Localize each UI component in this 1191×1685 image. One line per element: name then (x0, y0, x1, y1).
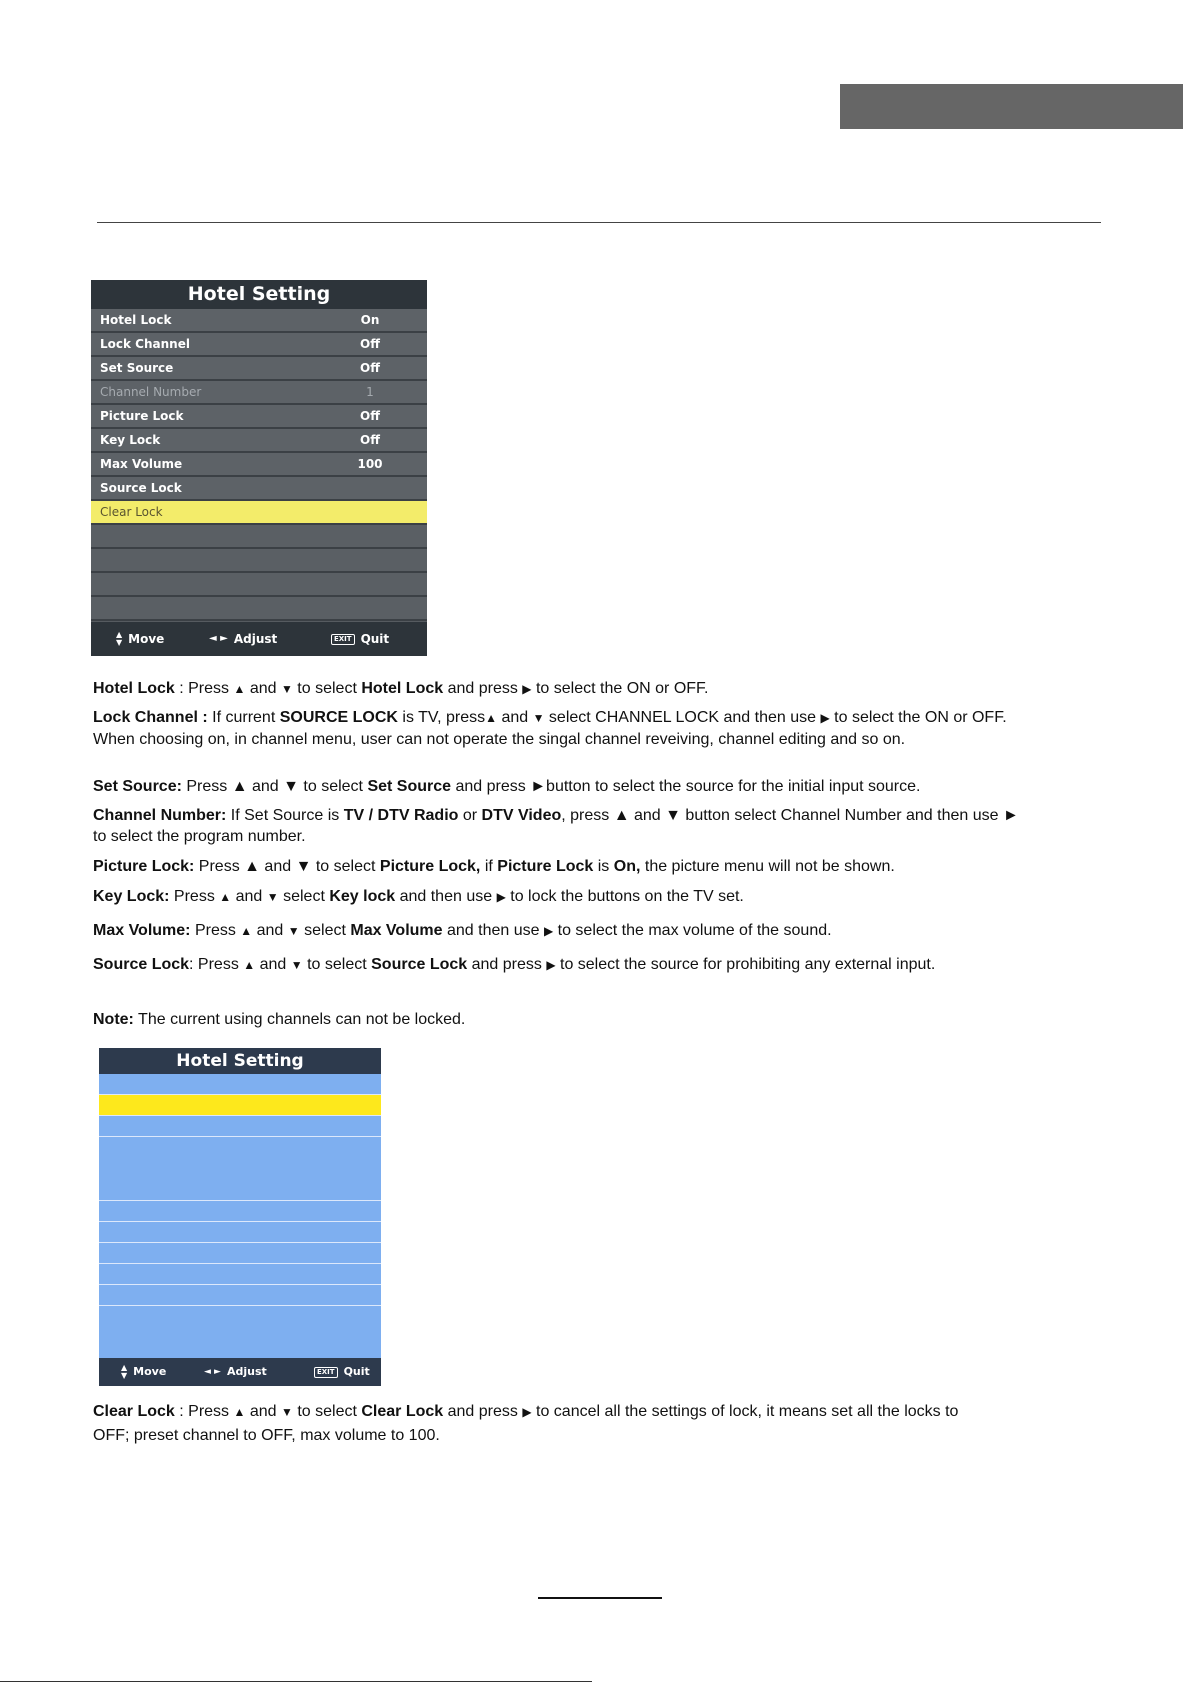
menu-row-max-volume[interactable] (91, 453, 427, 477)
term: Set Source: (93, 778, 182, 795)
term: Clear Lock (93, 1403, 175, 1420)
menu-row[interactable] (99, 1285, 381, 1306)
menu-row-channel-number (91, 381, 427, 405)
text: If current (207, 709, 280, 726)
menu-row-value: On (360, 313, 380, 327)
text: or (458, 807, 482, 824)
footer-adjust-label: Adjust (233, 632, 278, 646)
text: and press ►button to select the source for the initial input source. (451, 778, 921, 795)
up-arrow-icon: ▲ (219, 890, 232, 904)
footer-move (121, 1358, 166, 1386)
footer-adjust-label: Adjust (226, 1365, 267, 1378)
term: Note: (93, 1011, 134, 1028)
text: : Press (174, 680, 234, 697)
down-arrow-icon: ▼ (280, 1405, 293, 1419)
term: Picture Lock, (379, 858, 481, 875)
menu-row[interactable] (99, 1264, 381, 1285)
menu-row-empty (91, 549, 427, 573)
set-source-desc (93, 776, 1023, 797)
menu-row-label: Picture Lock (100, 409, 184, 423)
text: the picture menu will not be shown. (640, 858, 895, 875)
term: Channel Number: (93, 807, 227, 824)
menu-title: Hotel Setting (99, 1048, 381, 1074)
up-arrow-icon: ▲ (233, 1405, 246, 1419)
right-arrow-icon: ▶ (522, 682, 532, 696)
term: Max Volume (350, 922, 443, 939)
page-number-rule (538, 1597, 662, 1599)
menu-row-label: Max Volume (100, 457, 183, 471)
term: Hotel Lock (361, 680, 444, 697)
text: to lock the buttons on the TV set. (505, 888, 744, 905)
footer-move (116, 622, 164, 656)
menu-row-label: Channel Number (100, 385, 202, 399)
term: Set Source (367, 778, 452, 795)
menu-row[interactable] (99, 1116, 381, 1137)
footer-move-label: Move (133, 1365, 167, 1378)
menu-row-label: Key Lock (100, 433, 161, 447)
up-arrow-icon: ▲ (233, 682, 246, 696)
term: Source Lock (371, 956, 468, 973)
menu-row-value: Off (360, 361, 380, 375)
footer-quit (331, 622, 389, 656)
text: and press (443, 680, 523, 697)
text: and (255, 956, 291, 973)
text: is (593, 858, 614, 875)
text: and (245, 680, 281, 697)
text: to select (292, 680, 362, 697)
source-lock-desc (93, 952, 1023, 978)
down-arrow-icon: ▼ (280, 682, 293, 696)
menu-row-empty (91, 525, 427, 549)
text: and then use (442, 922, 544, 939)
menu-title: Hotel Setting (91, 280, 427, 309)
text: If Set Source is (226, 807, 344, 824)
down-arrow-icon: ▼ (290, 958, 303, 972)
menu-row-value: 1 (366, 385, 374, 399)
footer-move-label: Move (128, 632, 165, 646)
text: to cancel all the settings of lock, it means set all the locks to OFF; preset channel to OFF, max volume to 100. (93, 1403, 959, 1444)
top-rule (97, 222, 1101, 223)
menu-footer (99, 1358, 381, 1386)
page-bottom-edge (0, 1681, 592, 1682)
up-arrow-icon: ▲ (240, 924, 253, 938)
hotel-setting-menu (91, 280, 427, 656)
key-lock-desc (93, 886, 1023, 908)
text: select CHANNEL LOCK and then use (544, 709, 821, 726)
menu-row-hotel-lock[interactable] (91, 309, 427, 333)
text: if (480, 858, 498, 875)
up-down-arrow-icon: ▲ ▼ (116, 630, 123, 647)
text: to select the ON or OFF. When choosing on, in channel menu, user can not operate the singal channel reveiving, channel editing and so on. (93, 709, 1007, 748)
menu-row-key-lock[interactable] (91, 429, 427, 453)
text: to select the ON or OFF. (531, 680, 709, 697)
menu-row[interactable] (99, 1074, 381, 1095)
menu-row-clear-lock[interactable] (91, 501, 427, 525)
term: Key Lock: (93, 888, 170, 905)
menu-row-source-lock[interactable] (91, 477, 427, 501)
right-arrow-icon: ▶ (820, 711, 830, 725)
text: and then use (395, 888, 497, 905)
down-arrow-icon: ▼ (532, 711, 545, 725)
menu-row-empty (91, 597, 427, 621)
text: select (278, 888, 330, 905)
term: TV / DTV Radio (343, 807, 459, 824)
text: Press (190, 922, 241, 939)
hotel-lock-desc (93, 678, 1023, 700)
text: select (299, 922, 351, 939)
term: SOURCE LOCK (279, 709, 398, 726)
menu-row-value: Off (360, 337, 380, 351)
menu-row[interactable] (99, 1222, 381, 1243)
menu-row-value: 100 (357, 457, 383, 471)
menu-row[interactable] (99, 1137, 381, 1201)
menu-row[interactable] (99, 1243, 381, 1264)
term: Key lock (329, 888, 396, 905)
menu-row-label: Clear Lock (100, 505, 163, 519)
left-right-arrow-icon: ◄ ► (209, 633, 228, 644)
up-down-arrow-icon: ▲ ▼ (121, 1363, 128, 1380)
menu-row-label: Source Lock (100, 481, 182, 495)
term: Hotel Lock (93, 680, 175, 697)
down-arrow-icon: ▼ (287, 924, 300, 938)
text: and press (443, 1403, 523, 1420)
term: Source Lock (93, 956, 190, 973)
right-arrow-icon: ▶ (496, 890, 506, 904)
text: Press ▲ and ▼ to select (194, 858, 380, 875)
text: to select the source for prohibiting any external input. (555, 956, 936, 973)
lock-channel-desc (93, 707, 1023, 750)
menu-footer (91, 622, 427, 656)
text: : Press (174, 1403, 234, 1420)
menu-row[interactable] (99, 1201, 381, 1222)
menu-row-label: Hotel Lock (100, 313, 172, 327)
text: and press (467, 956, 547, 973)
footer-quit-label: Quit (343, 1365, 370, 1378)
menu-row-empty (91, 573, 427, 597)
exit-key-icon: EXIT (331, 634, 355, 645)
right-arrow-icon: ▶ (546, 958, 556, 972)
text: Press (169, 888, 220, 905)
term: Clear Lock (361, 1403, 444, 1420)
menu-row-label: Set Source (100, 361, 174, 375)
text: Press ▲ and ▼ to select (181, 778, 368, 795)
right-arrow-icon: ▶ (543, 924, 554, 938)
text: and (245, 1403, 281, 1420)
channel-number-desc (93, 805, 1023, 847)
max-volume-desc (93, 920, 1023, 942)
picture-lock-desc (93, 856, 1023, 877)
text: The current using channels can not be locked. (133, 1011, 466, 1028)
term: Picture Lock: (93, 858, 195, 875)
text: and (252, 922, 288, 939)
term: Max Volume: (93, 922, 191, 939)
text: : Press (189, 956, 244, 973)
right-arrow-icon: ▶ (522, 1405, 532, 1419)
down-arrow-icon: ▼ (266, 890, 279, 904)
term: On, (613, 858, 641, 875)
menu-row-label: Lock Channel (100, 337, 190, 351)
text: to select (292, 1403, 362, 1420)
text: , press ▲ and ▼ button select Channel Number and then use ► to select the program number. (93, 807, 1019, 845)
text: and (497, 709, 533, 726)
term: DTV Video (481, 807, 562, 824)
menu-row-lock-channel[interactable] (91, 333, 427, 357)
menu-row-value: Off (360, 433, 380, 447)
menu-row-selected[interactable] (99, 1095, 381, 1116)
text: to select the max volume of the sound. (553, 922, 832, 939)
up-arrow-icon: ▲ (243, 958, 256, 972)
header-tab (840, 84, 1183, 129)
left-right-arrow-icon: ◄ ► (204, 1367, 221, 1377)
menu-row-value: Off (360, 409, 380, 423)
footer-quit (314, 1358, 370, 1386)
text: is TV, press (397, 709, 486, 726)
text: and (231, 888, 267, 905)
text: to select (302, 956, 372, 973)
menu-row-picture-lock[interactable] (91, 405, 427, 429)
footer-adjust (209, 622, 277, 656)
menu-row-set-source[interactable] (91, 357, 427, 381)
term: Picture Lock (497, 858, 594, 875)
hotel-setting-menu-clear (99, 1048, 381, 1386)
up-arrow-icon: ▲ (485, 711, 497, 725)
clear-lock-desc (93, 1400, 993, 1448)
term: Lock Channel : (93, 709, 208, 726)
note-desc (93, 1009, 1023, 1030)
footer-quit-label: Quit (360, 632, 390, 646)
footer-adjust (204, 1358, 267, 1386)
exit-key-icon: EXIT (314, 1367, 338, 1378)
